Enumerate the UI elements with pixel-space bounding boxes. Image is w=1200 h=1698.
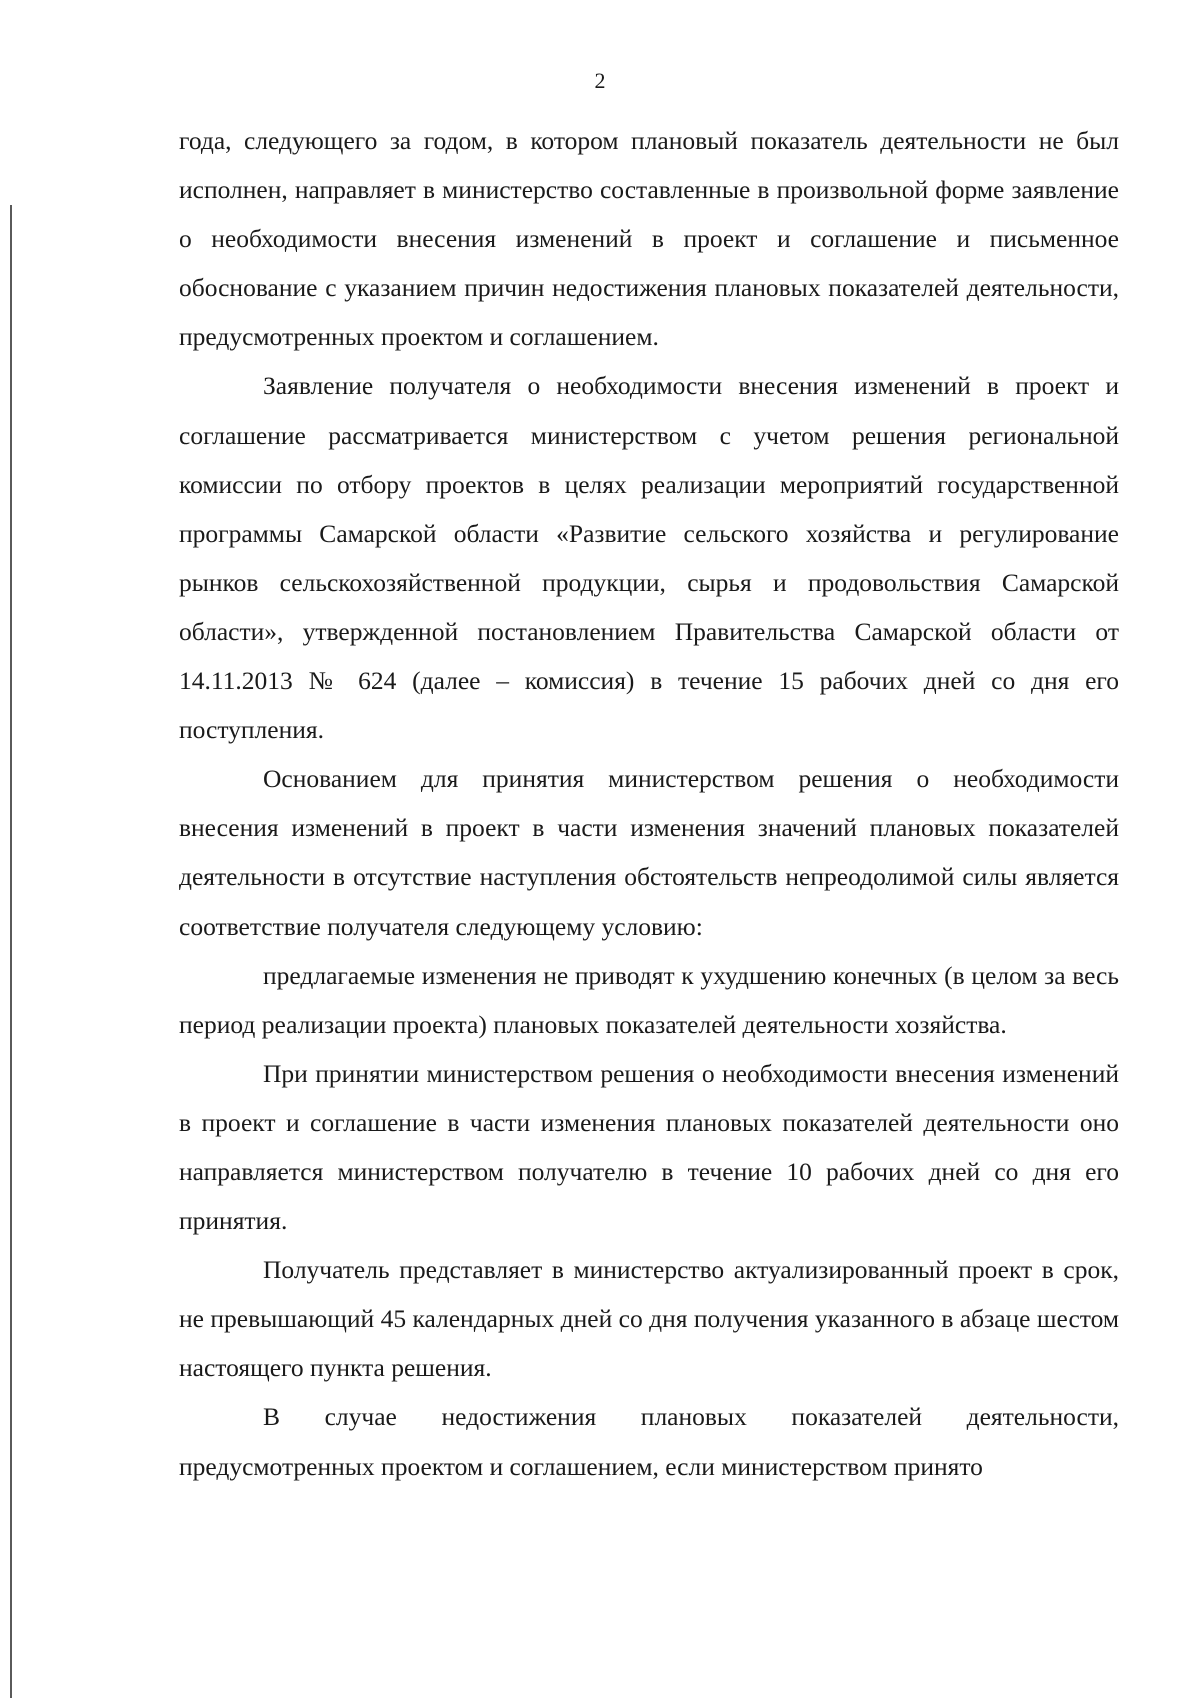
document-body bbox=[179, 116, 1119, 1491]
page-number: 2 bbox=[594, 68, 606, 93]
paragraph-application-review: Заявление получателя о необходимости внесения изменений в проект и соглашение рассматривается министерством с учетом решения региональной комиссии по отбору проектов в целях реализации мероприятий государственной программы Самарской области «Развитие сельского хозяйства и регулирование рынков сельскохозяйственной продукции, сырья и продовольствия Самарской области», утвержденной постановлением Правительства Самарской области от 14.11.2013 № 624 (далее – комиссия) в течение 15 рабочих дней со дня его поступления. bbox=[179, 371, 1119, 745]
paragraph-condition: предлагаемые изменения не приводят к ухудшению конечных (в целом за весь период реализации проекта) плановых показателей деятельности хозяйства. bbox=[179, 960, 1119, 1039]
paragraph-continuation: года, следующего за годом, в котором плановый показатель деятельности не был исполнен, направляет в министерство составленные в произвольной форме заявление о необходимости внесения изменений в проект и соглашение и письменное обоснование с указанием причин недостижения плановых показателей деятельности, предусмотренных проектом и соглашением. bbox=[179, 126, 1119, 352]
paragraph-decision-notice: При принятии министерством решения о необходимости внесения изменений в проект и соглашение в части изменения плановых показателей деятельности оно направляется министерством получателю в течение 10 рабочих дней со дня его принятия. bbox=[179, 1058, 1119, 1236]
paragraph-updated-project: Получатель представляет в министерство актуализированный проект в срок, не превышающий 45 календарных дней со дня получения указанного в абзаце шестом настоящего пункта решения. bbox=[179, 1255, 1119, 1383]
scan-edge-line bbox=[10, 205, 12, 1698]
paragraph-grounds-for-decision: Основанием для принятия министерством решения о необходимости внесения изменений в проект в части изменения значений плановых показателей деятельности в отсутствие наступления обстоятельств непреодолимой силы является соответствие получателя следующему условию: bbox=[179, 764, 1119, 941]
paragraph-non-achievement: В случае недостижения плановых показателей деятельности, предусмотренных проектом и соглашением, если министерством принято bbox=[179, 1402, 1119, 1481]
